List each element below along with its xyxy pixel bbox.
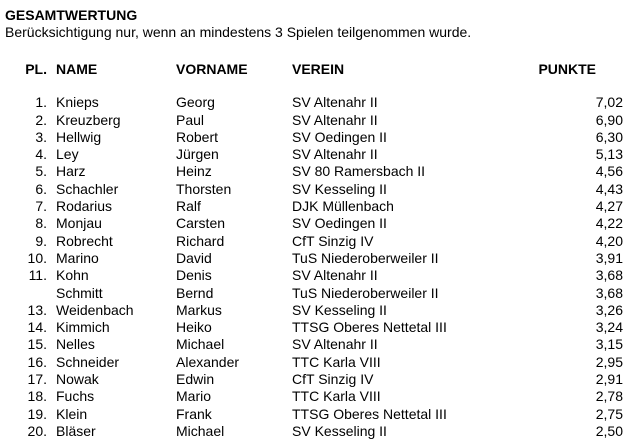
cell-name: Fuchs	[56, 388, 95, 405]
table-row	[0, 198, 623, 215]
cell-firstname: Carsten	[176, 215, 226, 232]
cell-points: 2,50	[595, 422, 623, 439]
cell-points: 2,78	[595, 388, 623, 405]
cell-name: Harz	[56, 163, 86, 180]
cell-name: Rodarius	[56, 198, 113, 215]
cell-club: SV 80 Ramersbach II	[292, 163, 426, 180]
cell-firstname: Denis	[176, 267, 212, 284]
cell-name: Schachler	[56, 180, 119, 197]
column-header-firstname: VORNAME	[176, 61, 248, 77]
cell-name: Monjau	[56, 215, 102, 232]
cell-club: TuS Niederoberweiler II	[292, 249, 439, 266]
table-row	[0, 354, 623, 371]
cell-points: 4,27	[595, 198, 623, 215]
cell-club: SV Altenahr II	[292, 146, 378, 163]
cell-points: 3,26	[595, 301, 623, 318]
table-row	[0, 112, 623, 129]
table-row	[0, 215, 623, 232]
cell-points: 2,95	[595, 353, 623, 370]
cell-place: 7.	[35, 198, 47, 215]
cell-place: 5.	[35, 163, 47, 180]
cell-club: SV Kesseling II	[292, 301, 387, 318]
cell-firstname: Mario	[176, 388, 212, 405]
table-row	[0, 423, 623, 440]
cell-points: 5,13	[595, 146, 623, 163]
table-row	[0, 146, 623, 163]
cell-firstname: Robert	[176, 128, 219, 145]
table-header-row	[0, 61, 623, 78]
table-row	[0, 94, 623, 111]
cell-firstname: Michael	[176, 422, 225, 439]
cell-place: 15.	[27, 336, 47, 353]
cell-club: DJK Müllenbach	[292, 198, 394, 215]
cell-club: SV Altenahr II	[292, 336, 378, 353]
cell-club: SV Kesseling II	[292, 180, 387, 197]
cell-name: Schmitt	[56, 284, 103, 301]
column-header-place: PL.	[25, 61, 47, 77]
table-body	[0, 94, 623, 440]
cell-place: 16.	[27, 353, 47, 370]
cell-name: Knieps	[56, 94, 99, 111]
cell-points: 3,24	[595, 319, 623, 336]
cell-points: 3,91	[595, 249, 623, 266]
cell-place: 9.	[35, 232, 47, 249]
ranking-table	[0, 61, 623, 440]
cell-place: 8.	[35, 215, 47, 232]
cell-club: TTSG Oberes Nettetal III	[292, 319, 447, 336]
cell-points: 4,56	[595, 163, 623, 180]
cell-place: 14.	[27, 319, 47, 336]
table-row	[0, 267, 623, 284]
cell-place: 11.	[28, 267, 47, 284]
cell-place: 2.	[35, 111, 47, 128]
cell-firstname: Markus	[176, 301, 222, 318]
cell-points: 3,68	[595, 284, 623, 301]
cell-place: 10.	[27, 249, 47, 266]
cell-club: CfT Sinzig IV	[292, 371, 374, 388]
cell-club: SV Oedingen II	[292, 128, 387, 145]
cell-points: 2,75	[595, 405, 623, 422]
cell-firstname: Jürgen	[176, 146, 219, 163]
cell-firstname: Thorsten	[176, 180, 232, 197]
table-row	[0, 336, 623, 353]
cell-place: 6.	[35, 180, 47, 197]
cell-points: 4,43	[595, 180, 623, 197]
cell-firstname: David	[176, 249, 212, 266]
cell-name: Hellwig	[56, 128, 102, 145]
table-row	[0, 181, 623, 198]
table-row	[0, 371, 623, 388]
cell-club: CfT Sinzig IV	[292, 232, 374, 249]
cell-place: 20.	[27, 422, 47, 439]
cell-firstname: Frank	[176, 405, 212, 422]
column-header-name: NAME	[56, 61, 98, 77]
cell-points: 7,02	[595, 94, 623, 111]
subtitle: Berücksichtigung nur, wenn an mindestens 3 Spielen teilgenommen wurde.	[5, 24, 472, 40]
cell-firstname: Bernd	[176, 284, 214, 301]
table-row	[0, 285, 623, 302]
cell-club: TTSG Oberes Nettetal III	[292, 405, 447, 422]
cell-club: TuS Niederoberweiler II	[292, 284, 439, 301]
cell-firstname: Alexander	[176, 353, 240, 370]
cell-firstname: Edwin	[176, 371, 215, 388]
cell-firstname: Heiko	[176, 319, 212, 336]
cell-firstname: Georg	[176, 94, 215, 111]
cell-place: 4.	[35, 146, 47, 163]
column-header-club: VEREIN	[292, 61, 345, 77]
cell-name: Kohn	[56, 267, 89, 284]
cell-name: Klein	[56, 405, 88, 422]
cell-club: SV Altenahr II	[292, 94, 378, 111]
page-title: GESAMTWERTUNG	[5, 7, 138, 23]
cell-name: Marino	[56, 249, 99, 266]
cell-name: Nowak	[56, 371, 99, 388]
cell-name: Bläser	[56, 422, 96, 439]
cell-firstname: Richard	[176, 232, 225, 249]
cell-place: 1.	[35, 94, 47, 111]
column-header-points: PUNKTE	[538, 61, 596, 77]
cell-name: Ley	[56, 146, 79, 163]
cell-club: TTC Karla VIII	[292, 353, 381, 370]
table-row	[0, 319, 623, 336]
cell-place: 17.	[27, 371, 47, 388]
cell-name: Kreuzberg	[56, 111, 121, 128]
cell-name: Kimmich	[56, 319, 110, 336]
table-row	[0, 388, 623, 405]
cell-place: 3.	[35, 128, 47, 145]
cell-points: 6,30	[595, 128, 623, 145]
cell-name: Nelles	[56, 336, 95, 353]
cell-name: Weidenbach	[56, 301, 134, 318]
table-row	[0, 250, 623, 267]
cell-points: 3,15	[595, 336, 623, 353]
cell-firstname: Paul	[176, 111, 205, 128]
cell-name: Robrecht	[56, 232, 113, 249]
cell-points: 3,68	[595, 267, 623, 284]
cell-place: 19.	[27, 405, 47, 422]
cell-name: Schneider	[56, 353, 120, 370]
table-row	[0, 233, 623, 250]
table-row	[0, 406, 623, 423]
table-row	[0, 163, 623, 180]
cell-points: 4,22	[595, 215, 623, 232]
cell-club: TTC Karla VIII	[292, 388, 381, 405]
cell-firstname: Heinz	[176, 163, 212, 180]
cell-points: 6,90	[595, 111, 623, 128]
cell-firstname: Ralf	[176, 198, 201, 215]
cell-club: SV Altenahr II	[292, 267, 378, 284]
cell-firstname: Michael	[176, 336, 225, 353]
cell-place	[0, 285, 47, 302]
cell-place: 18.	[27, 388, 47, 405]
cell-club: SV Altenahr II	[292, 111, 378, 128]
cell-points: 2,91	[595, 371, 623, 388]
cell-points: 4,20	[595, 232, 623, 249]
table-row	[0, 129, 623, 146]
cell-club: SV Kesseling II	[292, 422, 387, 439]
cell-place: 13.	[27, 301, 47, 318]
table-row	[0, 302, 623, 319]
cell-club: SV Oedingen II	[292, 215, 387, 232]
